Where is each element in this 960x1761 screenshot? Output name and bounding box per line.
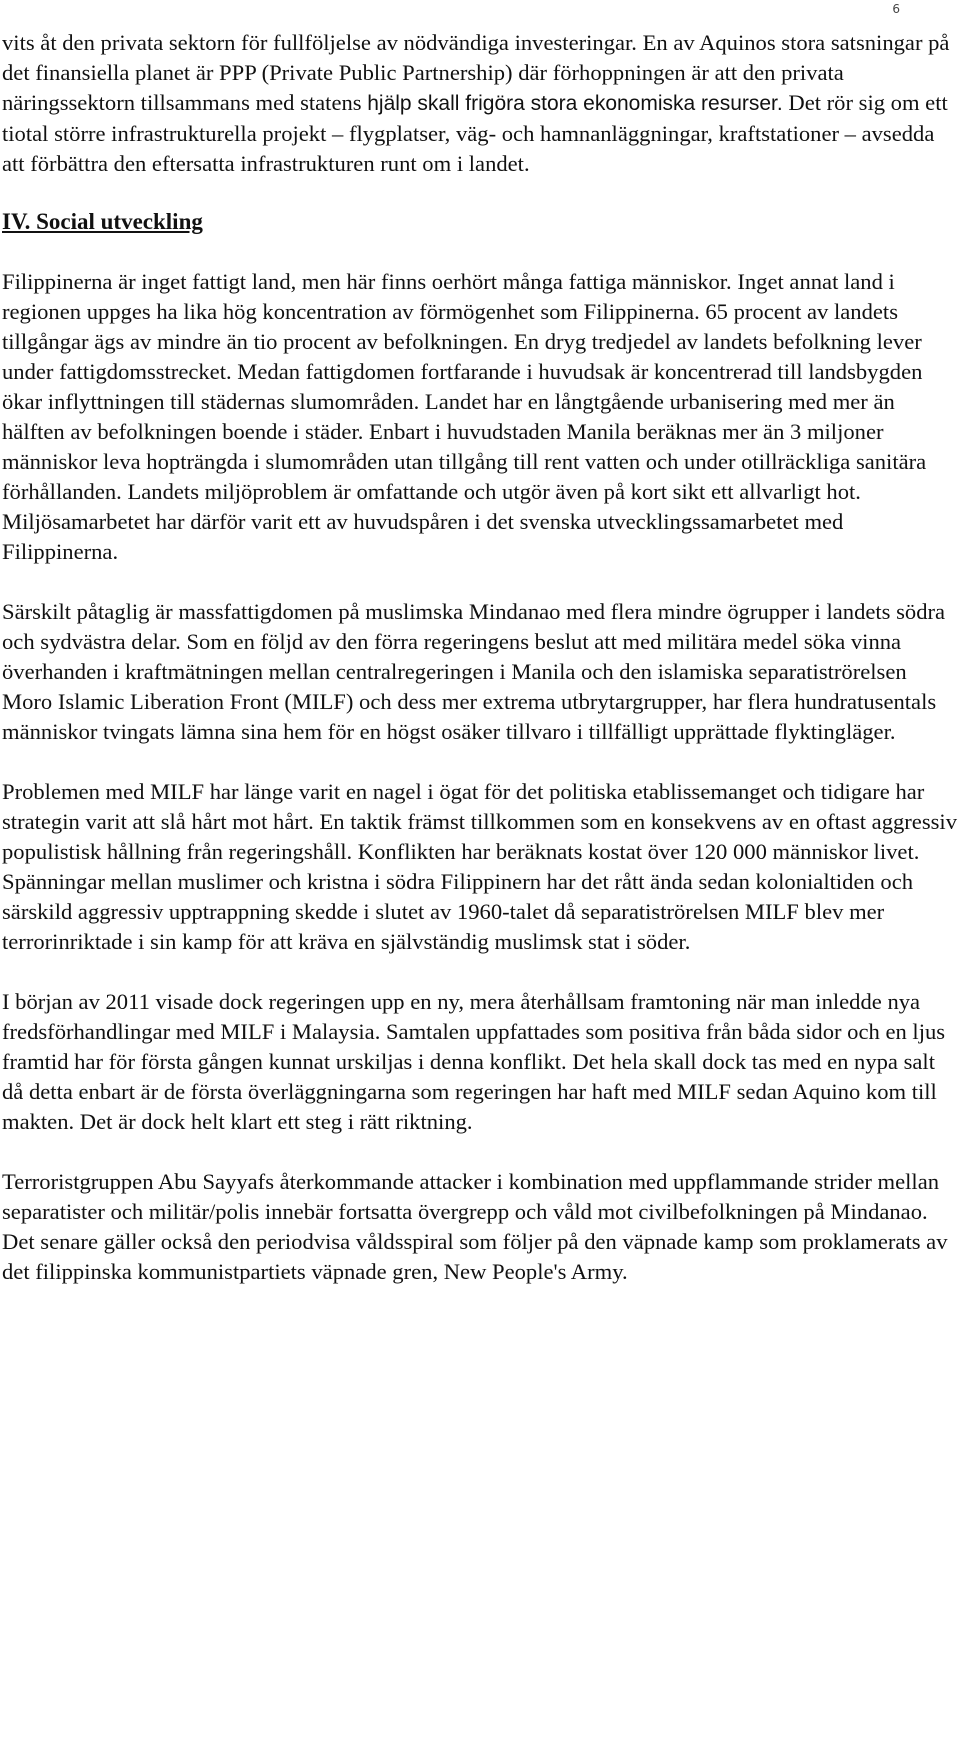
body-paragraph: Terroristgruppen Abu Sayyafs återkommande attacker i kombination med uppflammande strider mellan separatister och militär/polis innebär fortsatta övergrepp och våld mot civilbefolkningen på Mindanao. Det senare gäller också den periodvisa våldsspiral som följer på den väpnade kamp som proklamerats av det filippinska kommunistpartiets väpnade gren, New People's Army.	[2, 1169, 948, 1284]
document-body	[2, 28, 957, 1287]
intro-paragraph	[2, 28, 957, 179]
intro-text-serif: vits åt den privata sektorn för fullföljelse av nödvändiga investeringar. En av Aquinos stora satsningar på det finansiella planet är PPP (Private Public Partnership) där förhoppningen är att den privata näringssektorn tillsammans med statens	[2, 30, 950, 115]
body-paragraph: Problemen med MILF har länge varit en nagel i ögat för det politiska etablissemanget och tidigare har strategin varit att slå hårt mot hårt. En taktik främst tillkommen som en konsekvens av en oftast aggressiv populistisk hållning från regeringshåll. Konflikten har beräknats kostat över 120 000 människor livet. Spänningar mellan muslimer och kristna i södra Filippinern har det rått ända sedan kolonialtiden och särskild aggressiv upptrappning skedde i slutet av 1960-talet då separatiströrelsen MILF blev mer terrorinriktade i sin kamp för att kräva en självständig muslimsk stat i söder.	[2, 779, 957, 954]
intro-text-serif-cont: Det rör sig om ett tiotal större infrastrukturella projekt – flygplatser, väg- och hamnanläggningar, kraftstationer – avsedda att förbättra den eftersatta infrastrukturen runt om i landet.	[2, 90, 948, 176]
body-paragraph: Särskilt påtaglig är massfattigdomen på muslimska Mindanao med flera mindre ögrupper i landets södra och sydvästra delar. Som en följd av den förra regeringens beslut att med militära medel söka vinna överhanden i kraftmätningen mellan centralregeringen i Manila och den islamiska separatiströrelsen Moro Islamic Liberation Front (MILF) och dess mer extrema utbrytargrupper, har flera hundratusentals människor tvingats lämna sina hem för en högst osäker tillvaro i tillfälligt upprättade flyktingläger.	[2, 599, 946, 744]
section-heading: IV. Social utveckling	[2, 209, 203, 234]
page-number: 6	[892, 2, 900, 16]
body-paragraph: Filippinerna är inget fattigt land, men här finns oerhört många fattiga människor. Inget annat land i regionen uppges ha lika hög koncentration av förmögenhet som Filippinerna. 65 procent av landets tillgångar ägs av mindre än tio procent av befolkningen. En dryg tredjedel av landets befolkning lever under fattigdomsstrecket. Medan fattigdomen fortfarande i huvudsak är koncentrerad till landsbygden ökar inflyttningen till städernas slumområden. Landet har en långtgående urbanisering med mer än hälften av befolkningen boende i städer. Enbart i huvudstaden Manila beräknas mer än 3 miljoner människor leva hopträngda i slumområden utan tillgång till rent vatten och under otillräckliga sanitära förhållanden. Landets miljöproblem är omfattande och utgör även på kort sikt ett allvarligt hot. Miljösamarbetet har därför varit ett av huvudspåren i det svenska utvecklingssamarbetet med Filippinerna.	[2, 269, 927, 564]
intro-text-sans: hjälp skall frigöra stora ekonomiska resurser.	[367, 92, 783, 115]
body-paragraph: I början av 2011 visade dock regeringen upp en ny, mera återhållsam framtoning när man inledde nya fredsförhandlingar med MILF i Malaysia. Samtalen uppfattades som positiva från båda sidor och en ljus framtid har för första gången kunnat urskiljas i denna konflikt. Det hela skall dock tas med en nypa salt då detta enbart är de första överläggningarna som regeringen har haft med MILF sedan Aquino kom till makten. Det är dock helt klart ett steg i rätt riktning.	[2, 989, 946, 1134]
